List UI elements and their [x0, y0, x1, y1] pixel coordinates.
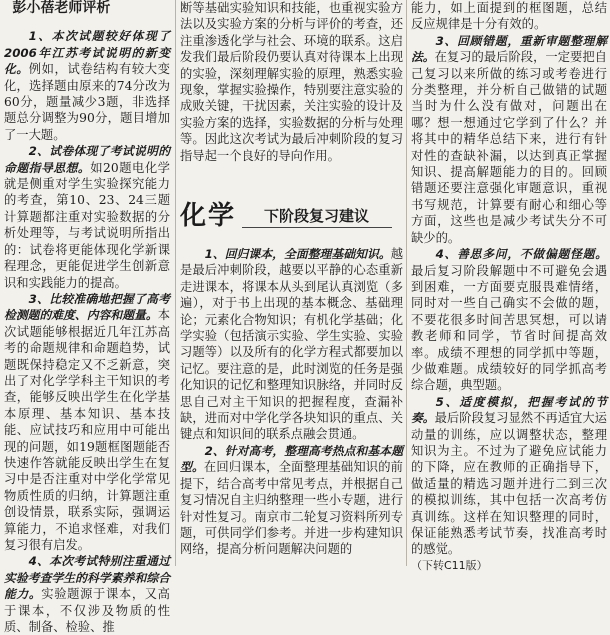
paragraph: 1、本次试题较好体现了2006年江苏考试说明的新变化。例如，试卷结构有较大变化，选择题由原来的74分改为60分，题量减少3题，非选择题总分调整为90分，题目增加了一大题。: [4, 29, 170, 142]
paragraph: 能力，如上面提到的框图题，总结反应规律是十分有效的。: [411, 1, 607, 32]
banner-subtitle: 下阶段复习建议: [264, 207, 370, 225]
paragraph-heading: 1、本次试题较好体现了2006年江苏考试说明的新变化。: [4, 29, 170, 77]
section-banner: [176, 195, 400, 239]
paragraph-heading: 3、回顾错题，重新审题整理解法。: [411, 33, 607, 65]
paragraph: 3、回顾错题，重新审题整理解法。在复习的最后阶段，一定要把自己复习以来所做的练习或考卷进行分类整理，并分析自己做错的试题当时为什么没有做对，问题出在哪？想一想通过它学到了什么？并将其中的精华总结下来，进行有针对性的查缺补漏，以达到真正掌握知识、提高解题能力的目的。回顾错题还要注意强化审题意识，重视书写规范，计算要有耐心和细心等方面，这些也是减少考试失分不可缺少的。: [411, 33, 607, 245]
column-middle: [180, 0, 403, 164]
paragraph-heading: 4、本次考试特别注重通过实验考查学生的科学素养和综合能力。: [4, 554, 170, 602]
paragraph-heading: 2、试卷体现了考试说明的命题指导思想。: [4, 144, 170, 175]
column-divider-2: [406, 0, 407, 566]
paragraph: 2、针对高考，整理高考热点和基本题型。在回归课本，全面整理基础知识的前提下，结合高考中常见考点，并根据自己复习情况自主归纳整理一些小专题，进行针对性复习。南京市二轮复习资料所列专题，可供同学们参考。并进一步构建知识网络，提高分析问题解决问题的: [180, 443, 403, 557]
paragraph: 2、试卷体现了考试说明的命题指导思想。如20题电化学就是侧重对学生实验探究能力的考查，第10、23、24三题计算题都注重对实验数据的分析处理等，与考试说明所指出的：试卷将更能体现化学新课程理念，更能促进学生创新意识和实践能力的提高。: [4, 144, 170, 290]
banner-title: 化学: [180, 201, 237, 231]
paragraph: 5、适度模拟，把握考试的节奏。最后阶段复习显然不再适宜大运动量的训练，应以调整状态，整理知识为主。不过为了避免应试能力的下降，应在教师的正确指导下，做适量的精选习题并进行二到三次的模拟训练，其中包括一次高考仿真训练。这样在知识整理的同时，保证能熟悉考试节奏，找准高考时的感觉。: [411, 394, 607, 557]
paragraph: 1、回归课本，全面整理基础知识。越是最后冲刺阶段，越要以平静的心态重新走进课本，将课本从头到尾认真浏览（多遍），对于书上出现的基本概念、基础理论；元素化合物知识；有机化学基础；化学实验（包括演示实验、学生实验、实验习题等）以及所有的化学方程式都要加以记忆。要注意的是，此时浏览的任务是强化知识的记忆和整理知识脉络，并同时反思自己对主干知识的把握程度，查漏补缺，进而对中学化学各块知识的重点、关键点和知识间的联系点融会贯通。: [180, 247, 403, 442]
paragraph-heading: 1、回归课本，全面整理基础知识。: [204, 247, 391, 261]
paragraph-heading: 3、比较准确地把握了高考检测题的难度、内容和题量。: [4, 291, 170, 323]
paragraph: 3、比较准确地把握了高考检测题的难度、内容和题量。本次试题能够根据近几年江苏高考的命题规律和命题趋势，试题既保持稳定又不乏新意，突出了对化学学科主干知识的考查，能够反映出学生在化学基本原理、基本知识、基本技能、应试技巧和应用中可能出现的问题，如19题框图题能否快速作答就能反映出学生在复习中是否注重对中学化学常见物质性质的归纳，计算题注重创设情景，联系实际，强调运算能力，不追求怪难，对我们复习很有启发。: [4, 291, 170, 552]
banner-rule: [242, 227, 392, 228]
continued-reference: （下转C11版）: [411, 558, 488, 572]
column-right: [411, 0, 607, 574]
paragraph: 4、善思多问，不做偏题怪题。最后复习阶段解题中不可避免会遇到困难，一方面要克服畏难情绪，同时对一些自己确实不会做的题，不要花很多时间苦思冥想，可以请教老师和同学，节省时间提高效率。成绩不理想的同学抓中等题，少做难题。成绩较好的同学抓高考综合题，典型题。: [411, 247, 607, 393]
paragraph: 断等基础实验知识和技能，也重视实验方法以及实验方案的分析与评价的考查，还注重渗透化学与社会、环境的联系。这启发我们最后阶段仍要认真对待课本上出现的实验，深刻理解实验的原理，熟悉实验现象，掌握实验操作，特别要注意实验的成败关键，干扰因素，关注实验的设计及实验方案的选择，实验数据的分析与处理等。因此这次考试为最后冲刺阶段的复习指导起一个良好的导向作用。: [180, 1, 403, 163]
byline: 彭小蓓老师评析: [12, 0, 111, 16]
column-middle-lower: [180, 246, 403, 558]
paragraph-heading: 5、适度模拟，把握考试的节奏。: [411, 394, 607, 426]
paragraph-heading: 2、针对高考，整理高考热点和基本题型。: [180, 443, 403, 475]
paragraph-heading: 4、善思多问，不做偏题怪题。: [435, 247, 607, 262]
paragraph: 4、本次考试特别注重通过实验考查学生的科学素养和综合能力。实验题源于课本，又高于课本，不仅涉及物质的性质、制备、检验、推: [4, 554, 170, 635]
column-left: [4, 0, 170, 635]
column-divider-1: [175, 0, 176, 566]
